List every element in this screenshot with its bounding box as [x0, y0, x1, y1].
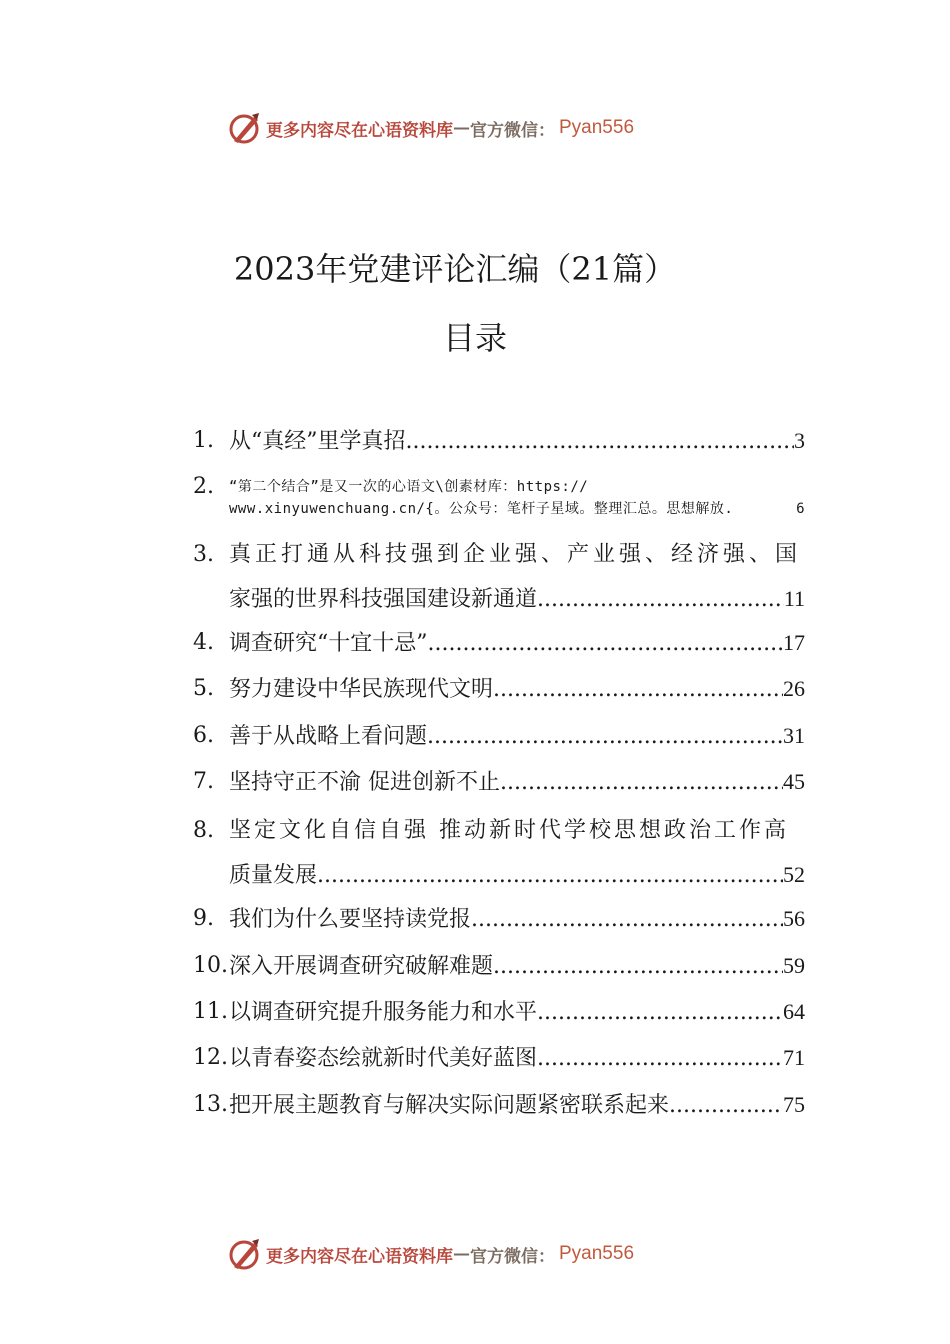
header-banner	[228, 110, 634, 146]
banner-text: 更多内容尽在心语资料库	[266, 1246, 453, 1267]
toc-leader	[669, 1085, 783, 1126]
toc-leader	[500, 762, 783, 803]
toc-leader	[537, 992, 783, 1033]
toc-number: 1.	[193, 428, 214, 453]
toc-leader	[537, 579, 784, 620]
toc-number: 13.	[193, 1092, 228, 1117]
pen-logo-icon	[228, 111, 262, 145]
banner-wechat-label: 官方微信：	[470, 120, 555, 141]
toc-page: 59	[783, 953, 805, 978]
toc-leader	[428, 623, 784, 664]
toc-entry[interactable]	[193, 715, 805, 757]
toc-page: 26	[783, 676, 805, 701]
toc-page: 11	[783, 586, 805, 611]
toc-page: 52	[783, 862, 805, 887]
toc-page: 17	[783, 630, 805, 655]
toc-entry[interactable]	[193, 534, 805, 620]
banner-text: 更多内容尽在心语资料库	[266, 120, 453, 141]
toc-page: 75	[783, 1092, 805, 1117]
toc-title: 从“真经”里学真招	[229, 429, 406, 454]
banner-separator: —	[453, 1244, 470, 1264]
toc-entry[interactable]	[193, 622, 805, 664]
toc-page: 56	[783, 906, 805, 931]
toc-heading: 目录	[442, 319, 507, 357]
toc-leader	[406, 421, 795, 462]
toc-number: 9.	[193, 906, 214, 931]
toc-leader	[471, 899, 783, 940]
toc-entry[interactable]	[193, 1084, 805, 1126]
toc-number: 3.	[193, 542, 214, 567]
toc-title-line2: 家强的世界科技强国建设新通道	[229, 587, 538, 612]
toc-title-line2: 质量发展	[229, 863, 318, 888]
banner-wechat-id: Pyan556	[559, 1243, 635, 1264]
banner-wechat-id: Pyan556	[559, 117, 635, 138]
toc-page: 31	[783, 723, 805, 748]
toc-title: 善于从战略上看问题	[229, 724, 428, 749]
toc-leader	[427, 716, 783, 757]
toc-title: 把开展主题教育与解决实际问题紧密联系起来	[229, 1093, 670, 1118]
toc-number: 7.	[193, 769, 214, 794]
toc-entry[interactable]	[193, 1037, 805, 1079]
banner-wechat-label: 官方微信：	[470, 1246, 555, 1267]
toc-number: 2.	[193, 474, 214, 499]
toc-number: 5.	[193, 676, 214, 701]
toc-leader	[493, 669, 783, 710]
toc-title: 深入开展调查研究破解难题	[229, 954, 494, 979]
toc-leader	[317, 855, 783, 896]
pen-logo-icon	[228, 1237, 262, 1271]
toc-page: 64	[783, 999, 805, 1024]
toc-leader	[493, 946, 783, 987]
toc-number: 8.	[193, 818, 214, 843]
toc-page: 45	[783, 769, 805, 794]
toc-title: 调查研究“十宜十忌”	[229, 631, 428, 656]
toc-entry[interactable]	[193, 420, 805, 462]
toc-number: 10.	[193, 953, 228, 978]
toc-number: 4.	[193, 630, 214, 655]
toc-entry[interactable]	[193, 761, 805, 803]
toc-title-line2: www.xinyuwenchuang.cn/{。公众号：笔杆子星域。整理汇总。思想解放.	[229, 501, 734, 517]
toc-number: 6.	[193, 723, 214, 748]
toc-leader	[537, 1038, 783, 1079]
toc-title-line1: “第二个结合”是又一次的心语文\创素材库：https://	[229, 479, 589, 495]
toc-page: 3	[794, 428, 805, 453]
toc-title: 以青春姿态绘就新时代美好蓝图	[229, 1046, 538, 1071]
toc-number: 12.	[193, 1045, 228, 1070]
toc-page: 6	[796, 501, 805, 517]
banner-separator: —	[453, 118, 470, 138]
toc-title-line1: 坚定文化自信自强 推动新时代学校思想政治工作高	[229, 818, 789, 843]
toc-title: 以调查研究提升服务能力和水平	[229, 1000, 538, 1025]
toc-entry[interactable]	[193, 668, 805, 710]
toc-title-line2-row	[229, 498, 805, 520]
toc-title-line1: 真正打通从科技强到企业强、产业强、经济强、国	[229, 542, 802, 567]
toc-entry[interactable]	[193, 945, 805, 987]
toc-entry[interactable]	[193, 810, 805, 896]
toc-number: 11.	[193, 999, 228, 1024]
toc-page: 71	[783, 1045, 805, 1070]
toc-title: 我们为什么要坚持读党报	[229, 907, 472, 932]
footer-banner	[228, 1236, 634, 1272]
toc-title: 坚持守正不渝 促进创新不止	[229, 770, 500, 795]
toc-title: 努力建设中华民族现代文明	[229, 677, 494, 702]
toc-entry[interactable]	[193, 476, 805, 520]
toc-entry[interactable]	[193, 898, 805, 940]
document-title: 2023年党建评论汇编（21篇）	[233, 250, 677, 288]
toc-entry[interactable]	[193, 991, 805, 1033]
